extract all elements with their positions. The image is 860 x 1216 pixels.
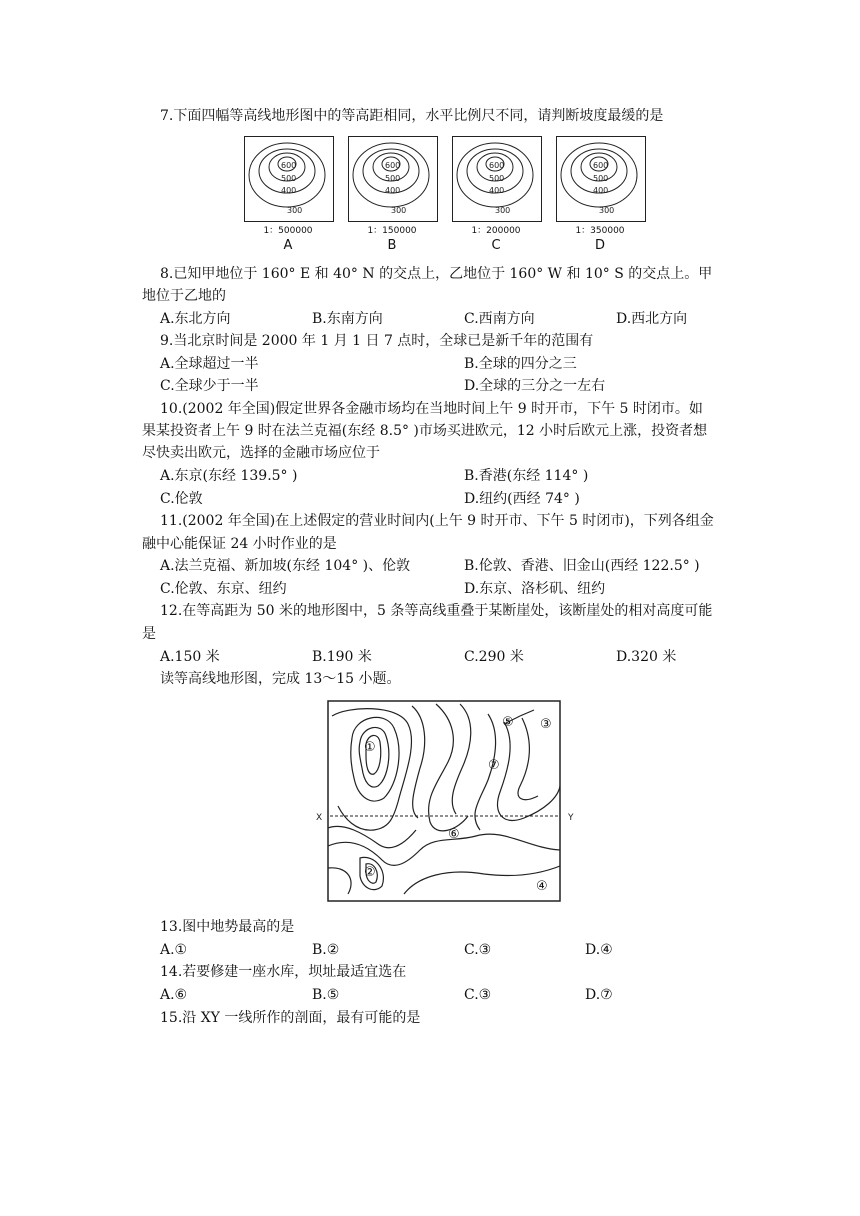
q10-option-b: B.香港(东经 114° )	[464, 468, 589, 484]
q8-stem-line2: 地位于乙地的	[142, 288, 226, 304]
x-label: X	[316, 813, 323, 823]
letter-b: B	[387, 238, 397, 253]
q7-stem: 7.下面四幅等高线地形图中的等高距相同，水平比例尺不同，请判断坡度最缓的是	[160, 108, 664, 124]
q13-option-d: D.④	[585, 942, 613, 958]
q8-option-d: D.西北方向	[616, 311, 688, 327]
q14-option-d: D.⑦	[585, 987, 613, 1003]
marker-3: ③	[540, 717, 552, 732]
q10-stem-line1: 10.(2002 年全国)假定世界各金融市场均在当地时间上午 9 时开市，下午 5 时闭市。如	[160, 401, 703, 417]
label-600: 600	[281, 161, 297, 170]
q15-stem: 15.沿 XY 一线所作的剖面，最有可能的是	[160, 1010, 421, 1026]
q10-stem-line3: 尽快卖出欧元，选择的金融市场应位于	[142, 445, 380, 461]
label-300: 300	[599, 206, 615, 215]
q8-option-a: A.东北方向	[160, 311, 231, 327]
q10-option-a: A.东京(东经 139.5° )	[160, 468, 298, 484]
label-600: 600	[489, 161, 505, 170]
label-500: 500	[593, 174, 609, 183]
q12-option-c: C.290 米	[464, 649, 524, 665]
contour-map-a	[244, 136, 334, 222]
scale-c: 1：200000	[471, 226, 521, 236]
label-600: 600	[385, 161, 401, 170]
scale-b: 1：150000	[367, 226, 417, 236]
q11-stem-line1: 11.(2002 年全国)在上述假定的营业时间内(上午 9 时开市、下午 5 时闭市)，下列各组金	[160, 513, 714, 529]
q14-option-b: B.⑤	[312, 987, 340, 1003]
scale-d: 1：350000	[575, 226, 625, 236]
contour-map-d	[556, 136, 646, 222]
q13-option-a: A.①	[160, 942, 188, 958]
q14-stem: 14.若要修建一座水库，坝址最适宜选在	[160, 964, 407, 980]
label-500: 500	[385, 174, 401, 183]
marker-7: ⑦	[488, 758, 500, 773]
q11-option-d: D.东京、洛杉矶、纽约	[464, 581, 606, 597]
label-600: 600	[593, 161, 609, 170]
label-400: 400	[385, 186, 401, 195]
contour-map-b	[348, 136, 438, 222]
q13-stem: 13.图中地势最高的是	[160, 919, 295, 935]
label-300: 300	[391, 206, 407, 215]
q10-stem-line2: 果某投资者上午 9 时在法兰克福(东经 8.5° )市场买进欧元，12 小时后欧元上涨，投资者想	[142, 423, 708, 439]
q13-option-b: B.②	[312, 942, 340, 958]
topo-map	[308, 698, 588, 904]
y-label: Y	[568, 813, 574, 823]
letter-d: D	[594, 238, 605, 253]
letter-c: C	[491, 238, 501, 253]
marker-4: ④	[536, 879, 548, 894]
marker-2: ②	[364, 865, 376, 880]
q10-option-d: D.纽约(西经 74° )	[464, 491, 580, 507]
label-300: 300	[287, 206, 303, 215]
marker-5: ⑤	[502, 715, 514, 730]
label-500: 500	[281, 174, 297, 183]
q14-option-a: A.⑥	[160, 987, 188, 1003]
label-500: 500	[489, 174, 505, 183]
q11-option-c: C.伦敦、东京、纽约	[160, 581, 287, 597]
q12-option-b: B.190 米	[312, 649, 372, 665]
label-400: 400	[489, 186, 505, 195]
q12-option-d: D.320 米	[616, 649, 677, 665]
q14-option-c: C.③	[464, 987, 492, 1003]
label-300: 300	[495, 206, 511, 215]
q12-option-a: A.150 米	[160, 649, 220, 665]
q8-option-c: C.西南方向	[464, 311, 535, 327]
intro-13-15: 读等高线地形图，完成 13～15 小题。	[160, 671, 401, 687]
q11-option-a: A.法兰克福、新加坡(东经 104° )、伦敦	[160, 558, 411, 574]
marker-6: ⑥	[448, 827, 460, 842]
q8-option-b: B.东南方向	[312, 311, 383, 327]
q9-option-d: D.全球的三分之一左右	[464, 378, 606, 394]
q9-option-b: B.全球的四分之三	[464, 356, 577, 372]
contour-map-c	[452, 136, 542, 222]
q12-stem-line1: 12.在等高距为 50 米的地形图中，5 条等高线重叠于某断崖处，该断崖处的相对高度可能	[160, 603, 713, 619]
q9-stem: 9.当北京时间是 2000 年 1 月 1 日 7 点时，全球已是新千年的范围有	[160, 333, 594, 349]
q11-stem-line2: 融中心能保证 24 小时作业的是	[142, 536, 337, 552]
q13-option-c: C.③	[464, 942, 492, 958]
marker-1: ①	[364, 740, 376, 755]
label-400: 400	[281, 186, 297, 195]
q10-option-c: C.伦敦	[160, 491, 203, 507]
letter-a: A	[283, 238, 293, 253]
label-400: 400	[593, 186, 609, 195]
q9-option-a: A.全球超过一半	[160, 356, 259, 372]
scale-a: 1：500000	[263, 226, 313, 236]
q8-stem-line1: 8.已知甲地位于 160° E 和 40° N 的交点上，乙地位于 160° W 和 10° S 的交点上。甲	[160, 266, 713, 282]
q11-option-b: B.伦敦、香港、旧金山(西经 122.5° )	[464, 558, 700, 574]
q12-stem-line2: 是	[142, 626, 156, 642]
q9-option-c: C.全球少于一半	[160, 378, 259, 394]
